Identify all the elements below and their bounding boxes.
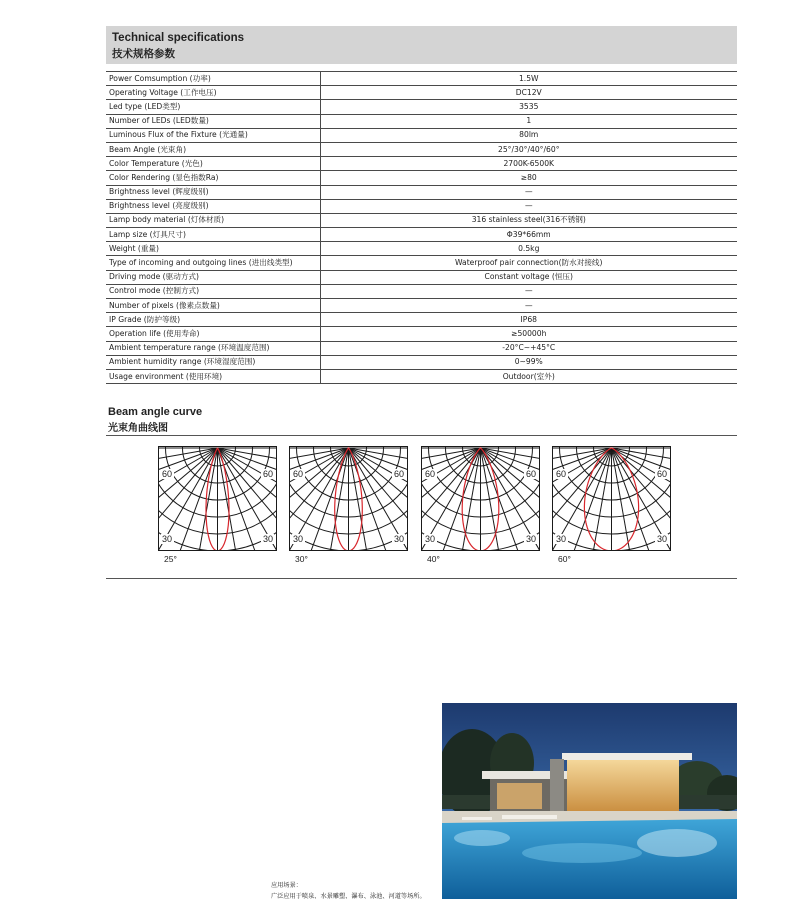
- polar-tick-label: 60: [293, 469, 304, 479]
- spec-value: 0~99%: [320, 355, 737, 369]
- beam-angle-label: 40°: [427, 554, 440, 564]
- spec-value: 1: [320, 114, 737, 128]
- spec-row: [106, 355, 737, 369]
- spec-value: 80lm: [320, 128, 737, 142]
- spec-title-zh: 技术规格参数: [112, 48, 175, 60]
- spec-title-en: Technical specifications: [112, 32, 245, 44]
- spec-row: [106, 327, 737, 341]
- spec-value: 3535: [320, 100, 737, 114]
- polar-tick-label: 30: [393, 534, 404, 544]
- polar-tick-label: 60: [162, 469, 173, 479]
- spec-label: Power Comsumption (功率): [106, 72, 320, 86]
- spec-row: [106, 185, 737, 199]
- divider-bottom: [106, 578, 737, 579]
- spec-value: 1.5W: [320, 72, 737, 86]
- spec-label: Lamp size (灯具尺寸): [106, 228, 320, 242]
- caption-line-2: 广泛应用于喷泉、水景雕塑、瀑布、泳池、河道等场所。: [271, 893, 426, 900]
- polar-tick-label: 30: [425, 534, 436, 544]
- application-photo: [442, 703, 737, 899]
- spec-value: 0.5kg: [320, 242, 737, 256]
- spec-value: —: [320, 284, 737, 298]
- beam-section-title: [108, 406, 202, 434]
- spec-row: [106, 369, 737, 383]
- spec-row: [106, 299, 737, 313]
- spec-label: Driving mode (驱动方式): [106, 270, 320, 284]
- polar-tick-label: 60: [525, 469, 536, 479]
- spec-label: Number of LEDs (LED数量): [106, 114, 320, 128]
- polar-tick-label: 30: [293, 534, 304, 544]
- polar-tick-label: 60: [656, 469, 667, 479]
- spec-label: Brightness level (辉度级别): [106, 185, 320, 199]
- spec-row: [106, 313, 737, 327]
- beam-title-en: Beam angle curve: [108, 406, 203, 418]
- polar-plot: [289, 446, 408, 551]
- spec-label: Usage environment (使用环境): [106, 369, 320, 383]
- spec-row: [106, 228, 737, 242]
- spec-label: Color Temperature (光色): [106, 157, 320, 171]
- spec-row: [106, 256, 737, 270]
- spec-label: Beam Angle (光束角): [106, 142, 320, 156]
- polar-tick-label: 30: [262, 534, 273, 544]
- application-caption: [271, 880, 426, 902]
- beam-title-zh: 光束角曲线图: [108, 423, 168, 434]
- spec-row: [106, 72, 737, 86]
- spec-table: [106, 71, 737, 384]
- spec-row: [106, 242, 737, 256]
- beam-diagram-40: [421, 446, 540, 551]
- spec-value: IP68: [320, 313, 737, 327]
- spec-row: [106, 86, 737, 100]
- beam-angle-label: 25°: [164, 554, 177, 564]
- spec-value: —: [320, 185, 737, 199]
- spec-row: [106, 341, 737, 355]
- spec-label: Color Rendering (显色指数Ra): [106, 171, 320, 185]
- spec-value: 316 stainless steel(316不锈钢): [320, 213, 737, 227]
- spec-value: -20°C~+45°C: [320, 341, 737, 355]
- beam-diagram-25: [158, 446, 277, 551]
- spec-value: Waterproof pair connection(防水对接线): [320, 256, 737, 270]
- polar-plot: [158, 446, 277, 551]
- spec-label: Ambient temperature range (环境温度范围): [106, 341, 320, 355]
- spec-row: [106, 284, 737, 298]
- spec-value: Outdoor(室外): [320, 369, 737, 383]
- spec-row: [106, 157, 737, 171]
- polar-tick-label: 60: [425, 469, 436, 479]
- caption-line-1: 应用场景：: [271, 882, 302, 889]
- spec-value: —: [320, 199, 737, 213]
- spec-value: 25°/30°/40°/60°: [320, 142, 737, 156]
- spec-label: Operation life (使用寿命): [106, 327, 320, 341]
- polar-tick-label: 30: [556, 534, 567, 544]
- spec-row: [106, 213, 737, 227]
- polar-tick-label: 30: [525, 534, 536, 544]
- polar-tick-label: 30: [656, 534, 667, 544]
- spec-label: Lamp body material (灯体材质): [106, 213, 320, 227]
- spec-label: Luminous Flux of the Fixture (光通量): [106, 128, 320, 142]
- spec-value: Constant voltage (恒压): [320, 270, 737, 284]
- spec-header-bar: [106, 26, 737, 64]
- spec-row: [106, 100, 737, 114]
- spec-value: Φ39*66mm: [320, 228, 737, 242]
- spec-row: [106, 114, 737, 128]
- spec-row: [106, 270, 737, 284]
- spec-row: [106, 171, 737, 185]
- beam-diagram-60: [552, 446, 671, 551]
- spec-value: DC12V: [320, 86, 737, 100]
- spec-row: [106, 128, 737, 142]
- polar-tick-label: 60: [556, 469, 567, 479]
- polar-tick-label: 60: [262, 469, 273, 479]
- spec-label: Led type (LED类型): [106, 100, 320, 114]
- spec-value: —: [320, 299, 737, 313]
- spec-label: Brightness level (亮度级别): [106, 199, 320, 213]
- spec-value: ≥50000h: [320, 327, 737, 341]
- spec-label: Weight (重量): [106, 242, 320, 256]
- spec-value: ≥80: [320, 171, 737, 185]
- divider-top: [106, 435, 737, 436]
- spec-label: Number of pixels (像素点数量): [106, 299, 320, 313]
- spec-label: Ambient humidity range (环境湿度范围): [106, 355, 320, 369]
- polar-tick-label: 30: [162, 534, 173, 544]
- spec-label: Control mode (控制方式): [106, 284, 320, 298]
- spec-row: [106, 199, 737, 213]
- spec-label: Type of incoming and outgoing lines (进出线类型): [106, 256, 320, 270]
- beam-diagram-30: [289, 446, 408, 551]
- beam-angle-label: 60°: [558, 554, 571, 564]
- spec-label: IP Grade (防护等级): [106, 313, 320, 327]
- polar-plot: [421, 446, 540, 551]
- beam-angle-label: 30°: [295, 554, 308, 564]
- polar-plot: [552, 446, 671, 551]
- spec-value: 2700K-6500K: [320, 157, 737, 171]
- polar-tick-label: 60: [393, 469, 404, 479]
- spec-label: Operating Voltage (工作电压): [106, 86, 320, 100]
- spec-row: [106, 142, 737, 156]
